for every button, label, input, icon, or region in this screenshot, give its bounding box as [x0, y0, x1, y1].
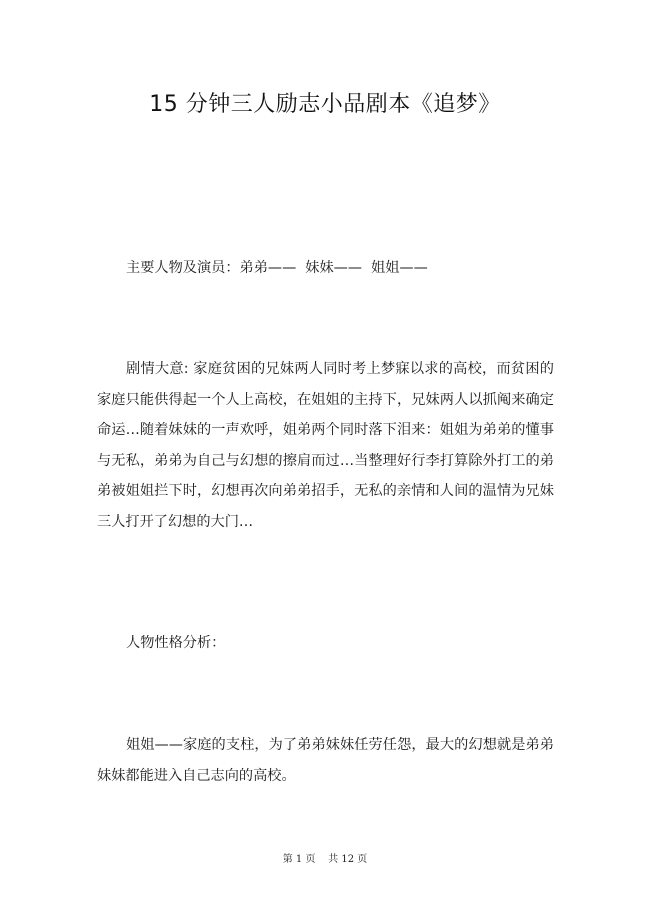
- page-footer: 第 1 页 共 12 页: [282, 854, 368, 865]
- cast-list: 弟弟—— 妹妹—— 姐姐——: [239, 260, 428, 276]
- sister-description-paragraph: 姐姐——家庭的支柱，为了弟弟妹妹任劳任怨，最大的幻想就是弟弟妹妹都能进入自己志向的高校。: [97, 737, 554, 784]
- document-title: 15 分钟三人励志小品剧本《追梦》: [149, 92, 501, 117]
- analysis-heading: 人物性格分析：: [126, 635, 226, 651]
- synopsis-paragraph: 剧情大意: 家庭贫困的兄妹两人同时考上梦寐以求的高校，而贫困的家庭只能供得起一个人上高校，在姐姐的主持下，兄妹两人以抓阄来确定命运…随着妹妹的一声欢呼，姐弟两个同时落下泪来：姐姐为弟弟的懂事与无私，弟弟为自己与幻想的擦肩而过…当整理好行李打算除外打工的弟弟被姐姐拦下时，幻想再次向弟弟招手，无私的亲情和人间的温情为兄妹三人打开了幻想的大门…: [97, 361, 554, 530]
- cast-label: 主要人物及演员：: [126, 260, 240, 276]
- cast-line: [97, 253, 554, 284]
